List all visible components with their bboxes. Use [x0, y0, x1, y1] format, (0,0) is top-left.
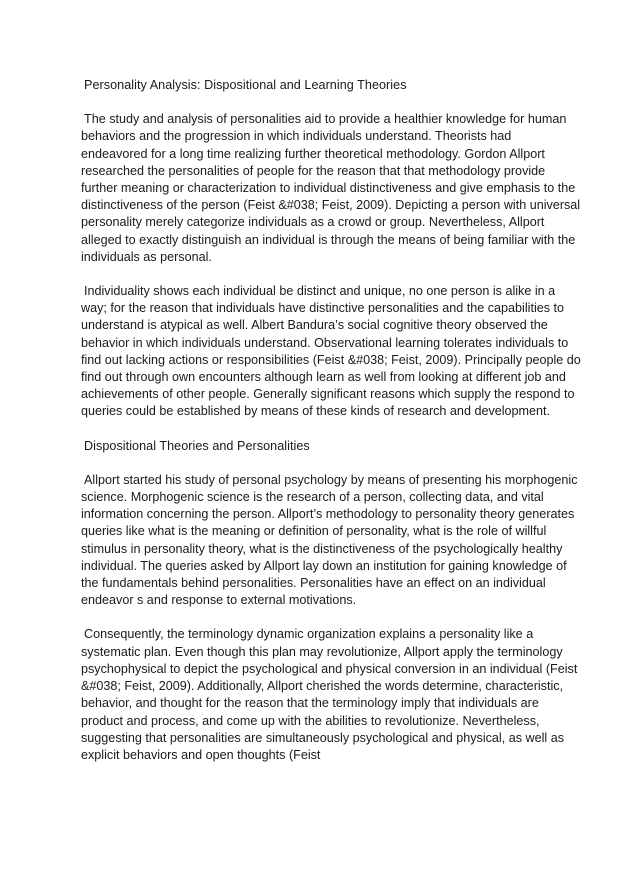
paragraph-intro-2: Individuality shows each individual be distinct and unique, no one person is alike in a way; for the reason that individuals have distinctive personalities and the capabilities to understand is atypical as well. Albert Bandura’s social cognitive theory observed the behavior in which individuals understand. Observational learning tolerates individuals to find out lacking actions or responsibilities (Feist &#038; Feist, 2009). Principally people do find out through own encounters although learn as well from looking at different job and achievements of other people. Generally significant reasons which supply the respond to queries could be established by means of these kinds of research and development. — [81, 284, 581, 419]
paragraph-section-2: Consequently, the terminology dynamic organization explains a personality like a systematic plan. Even though this plan may revolutionize, Allport apply the terminology psychophysical to depict the psychological and physical conversion in an individual (Feist &#038; Feist, 2009). Additionally, Allport cherished the words determine, characteristic, behavior, and thought for the reason that the terminology imply that individuals are product and process, and come up with the abilities to revolutionize. Nevertheless, suggesting that personalities are simultaneously psychological and physical, as well as explicit behaviors and open thoughts (Feist — [81, 627, 578, 762]
section-heading: Dispositional Theories and Personalities — [84, 438, 310, 453]
paragraph-section-1: Allport started his study of personal psychology by means of presenting his morphogenic science. Morphogenic science is the research of a person, collecting data, and vital information concerning the person. Allport’s methodology to personality theory generates queries like what is the meaning or definition of personality, what is the role of willful stimulus in personality theory, what is the distinctiveness of the psychologically healthy individual. The queries asked by Allport lay down an institution for gaining knowledge of the fundamentals behind personalities. Personalities have an effect on an individual endeavor s and response to external motivations. — [81, 472, 578, 608]
paragraph-intro-1: The study and analysis of personalities aid to provide a healthier knowledge for human behaviors and the progression in which individuals understand. Theorists had endeavored for a long time realizing further theoretical methodology. Gordon Allport researched the personalities of people for the reason that that methodology provide further meaning or characterization to individual distinctiveness and give emphasis to the distinctiveness of the person (Feist &#038; Feist, 2009). Depicting a person with universal personality merely categorize individuals as a crowd or group. Nevertheless, Allport alleged to exactly distinguish an individual is through the means of being familiar with the individuals as personal. — [81, 112, 581, 264]
document-body — [81, 77, 581, 781]
document-title: Personality Analysis: Dispositional and Learning Theories — [84, 78, 407, 92]
